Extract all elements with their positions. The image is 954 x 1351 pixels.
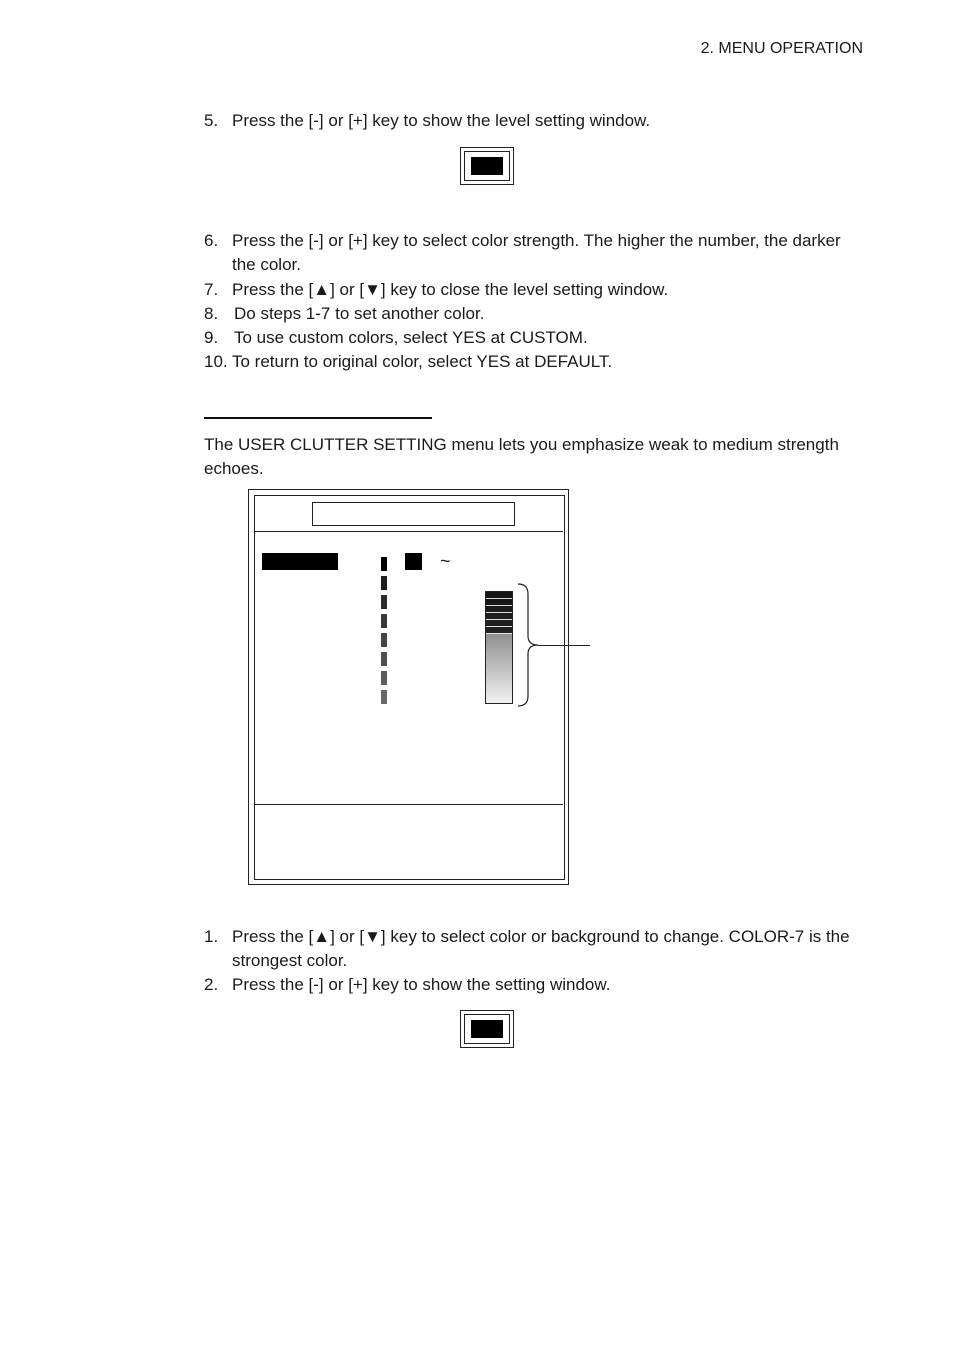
- step-number: 10.: [204, 352, 228, 371]
- step-number: 2.: [204, 975, 219, 994]
- step-number: 1.: [204, 927, 219, 946]
- step-number: 8.: [204, 304, 219, 323]
- color-level-tick: [381, 614, 387, 628]
- step-text: Do steps 1-7 to set another color.: [234, 304, 485, 323]
- step-number: 9.: [204, 328, 219, 347]
- step-7: [204, 278, 864, 302]
- step-number: 7.: [204, 280, 219, 299]
- color-gradient-bar: [485, 591, 513, 704]
- range-tilde: ~: [440, 551, 451, 571]
- step-1: [204, 925, 864, 973]
- section-header: 2. MENU OPERATION: [700, 40, 863, 57]
- intro-paragraph: The USER CLUTTER SETTING menu lets you emphasize weak to medium strength echoes.: [204, 435, 839, 478]
- menu-title-box: [312, 502, 515, 526]
- brace-icon: [510, 582, 540, 710]
- menu-title-divider: [255, 531, 563, 532]
- callout-leader-line: [538, 645, 590, 646]
- step-text: Press the [-] or [+] key to show the level setting window.: [232, 111, 651, 130]
- color-level-tick: [381, 633, 387, 647]
- step-text: Press the [▲] or [▼] key to select color or background to change. COLOR-7 is the strongest color.: [232, 927, 850, 970]
- level-window-value-block: [471, 157, 503, 175]
- color-level-tick: [381, 690, 387, 704]
- step-text: To return to original color, select YES at DEFAULT.: [232, 352, 613, 371]
- step-text: Press the [▲] or [▼] key to close the level setting window.: [232, 280, 669, 299]
- menu-footer-divider: [255, 804, 563, 805]
- level-setting-window: [460, 147, 514, 185]
- step-text: Press the [-] or [+] key to select color strength. The higher the number, the darker the color.: [232, 231, 841, 274]
- step-9: [204, 326, 864, 350]
- step-number: 6.: [204, 231, 219, 250]
- step-8: [204, 302, 864, 326]
- gradient-bands: [486, 592, 512, 634]
- color-level-tick: [381, 671, 387, 685]
- step-6: [204, 229, 864, 277]
- step-5: [204, 109, 864, 133]
- step-2: [204, 973, 864, 997]
- step-number: 5.: [204, 111, 219, 130]
- color-level-tick: [381, 557, 387, 571]
- color-level-tick: [381, 576, 387, 590]
- setting-window: [460, 1010, 514, 1048]
- step-text: Press the [-] or [+] key to show the setting window.: [232, 975, 611, 994]
- step-text: To use custom colors, select YES at CUSTOM.: [234, 328, 588, 347]
- color-level-tick: [381, 652, 387, 666]
- menu-selection-bar: [262, 553, 338, 570]
- step-10: [204, 350, 864, 374]
- color-level-tick: [381, 595, 387, 609]
- selected-level-indicator: [405, 553, 422, 570]
- setting-window-value-block: [471, 1020, 503, 1038]
- section-heading-rule: [204, 417, 432, 419]
